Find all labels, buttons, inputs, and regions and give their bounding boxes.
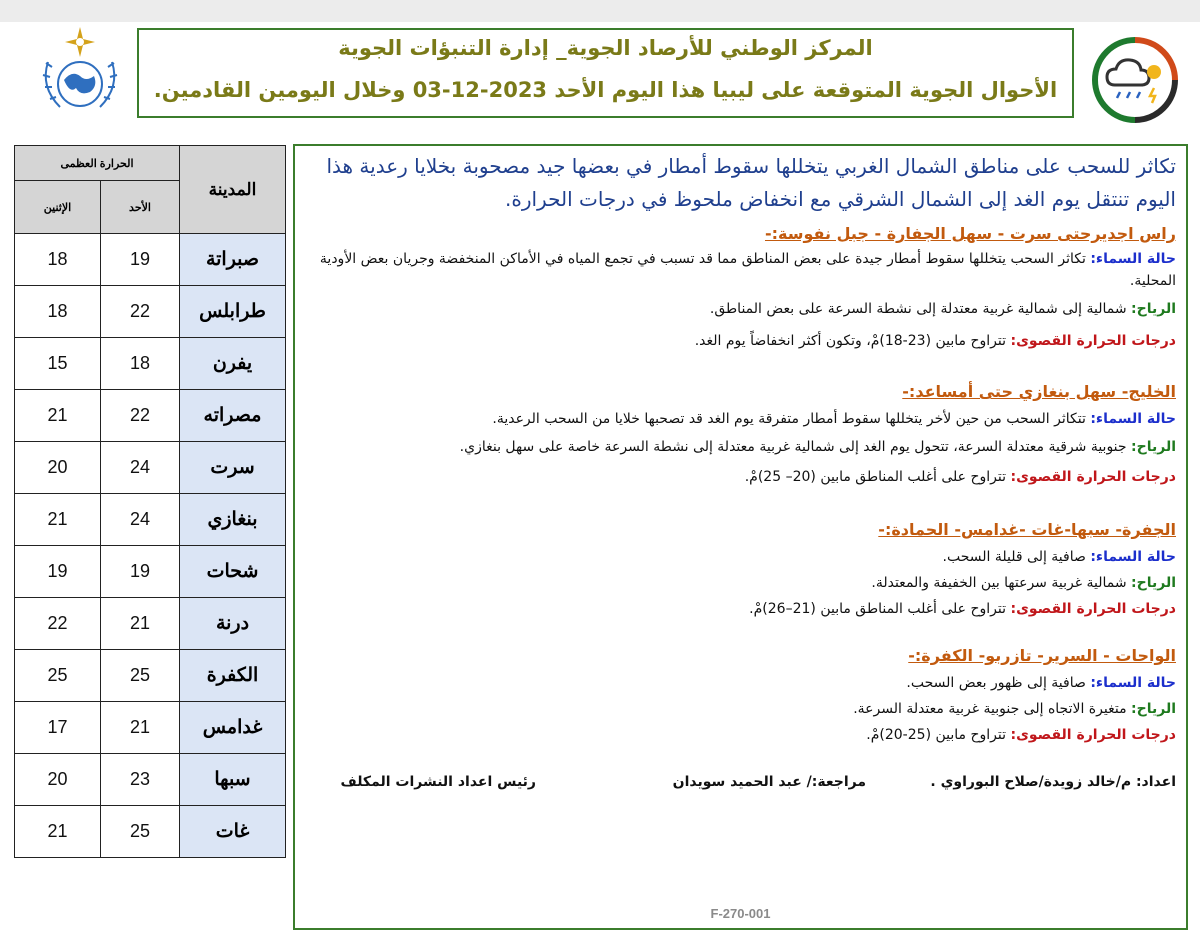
temp-label: درجات الحرارة القصوى:	[1010, 333, 1176, 349]
sunday-temp-cell: 24	[101, 494, 180, 546]
monday-temp-cell: 20	[15, 754, 101, 806]
header-subtitle: الأحوال الجوية المتوقعة على ليبيا هذا اليوم الأحد 2023-12-03 وخلال اليومين القادمين.	[153, 78, 1058, 102]
sunday-temp-cell: 23	[101, 754, 180, 806]
city-cell: سرت	[180, 442, 286, 494]
sky-label: حالة السماء:	[1090, 675, 1176, 691]
wind-label: الرياح:	[1131, 439, 1176, 455]
wind-label: الرياح:	[1131, 575, 1176, 591]
sunday-temp-cell: 19	[101, 546, 180, 598]
temp-text: تتراوح على أغلب المناطق مابين (21–26)مْ.	[749, 601, 1007, 617]
monday-temp-cell: 17	[15, 702, 101, 754]
monday-temp-cell: 21	[15, 390, 101, 442]
temp-text: تتراوح مابين (25-20)مْ.	[866, 727, 1007, 743]
city-cell: سبها	[180, 754, 286, 806]
city-cell: الكفرة	[180, 650, 286, 702]
city-cell: صبراتة	[180, 234, 286, 286]
sunday-temp-cell: 22	[101, 286, 180, 338]
sky-label: حالة السماء:	[1090, 549, 1176, 565]
sunday-temp-cell: 19	[101, 234, 180, 286]
sky-condition	[301, 408, 1176, 430]
monday-temp-cell: 15	[15, 338, 101, 390]
city-cell: مصراته	[180, 390, 286, 442]
sky-text: صافية إلى ظهور بعض السحب.	[906, 675, 1086, 691]
city-cell: شحات	[180, 546, 286, 598]
wind-condition	[301, 298, 1176, 320]
table-row	[15, 286, 286, 338]
monday-temp-cell: 18	[15, 286, 101, 338]
monday-temp-cell: 21	[15, 494, 101, 546]
wind-condition	[301, 698, 1176, 720]
table-row	[15, 598, 286, 650]
sky-condition	[301, 248, 1176, 292]
table-row	[15, 390, 286, 442]
wind-text: جنوبية شرقية معتدلة السرعة، تتحول يوم الغد إلى شمالية غربية معتدلة إلى نشطة السرعة خاصة على سهل بنغازي.	[459, 439, 1127, 455]
temp-label: درجات الحرارة القصوى:	[1010, 469, 1176, 485]
monday-temp-cell: 18	[15, 234, 101, 286]
monday-temp-cell: 22	[15, 598, 101, 650]
wind-label: الرياح:	[1131, 301, 1176, 317]
wind-text: شمالية غربية سرعتها بين الخفيفة والمعتدلة.	[871, 575, 1127, 591]
region-title: الواحات - السرير- تازربو- الكفرة:-	[908, 646, 1176, 665]
table-row	[15, 546, 286, 598]
table-row	[15, 702, 286, 754]
sunday-temp-cell: 25	[101, 806, 180, 858]
sky-text: تتكاثر السحب من حين لأخر يتخللها سقوط أمطار متفرقة يوم الغد قد تصحبها خلايا من السحب الرعدية.	[492, 411, 1086, 427]
temp-text: تتراوح مابين (23-18)مْ، وتكون أكثر انخفاضاً يوم الغد.	[694, 333, 1007, 349]
monday-temp-cell: 21	[15, 806, 101, 858]
monday-temp-cell: 25	[15, 650, 101, 702]
sunday-column-header: الأحد	[101, 181, 180, 234]
wind-condition	[301, 572, 1176, 594]
temp-label: درجات الحرارة القصوى:	[1010, 601, 1176, 617]
header-title: المركز الوطني للأرصاد الجوية_ إدارة التنبؤات الجوية	[338, 36, 873, 60]
monday-temp-cell: 19	[15, 546, 101, 598]
max-temp-condition	[301, 466, 1176, 488]
chief-title: رئيس اعداد النشرات المكلف	[340, 774, 536, 790]
max-temp-condition	[301, 724, 1176, 746]
header-box	[137, 28, 1074, 118]
forecast-panel	[293, 144, 1188, 930]
table-row	[15, 442, 286, 494]
wind-condition	[301, 436, 1176, 458]
wind-text: شمالية إلى شمالية غربية معتدلة إلى نشطة السرعة على بعض المناطق.	[709, 301, 1127, 317]
wmo-logo-icon	[30, 22, 130, 122]
reviewed-by: مراجعة:/ عبد الحميد سويدان	[672, 774, 866, 790]
sky-condition	[301, 546, 1176, 568]
sunday-temp-cell: 21	[101, 702, 180, 754]
sunday-temp-cell: 24	[101, 442, 180, 494]
city-cell: غدامس	[180, 702, 286, 754]
city-cell: طرابلس	[180, 286, 286, 338]
table-row	[15, 806, 286, 858]
region-title: راس اجديرحتى سرت - سهل الجفارة - جبل نفوسة:-	[764, 224, 1176, 243]
sunday-temp-cell: 22	[101, 390, 180, 442]
city-cell: يفرن	[180, 338, 286, 390]
top-bar	[0, 0, 1200, 22]
sky-label: حالة السماء:	[1090, 411, 1176, 427]
sky-text: تكاثر السحب يتخللها سقوط أمطار جيدة على بعض المناطق مما قد تسبب في تجمع المياه في الأماكن المنخفضة وجريان بعض الأودية المحلية.	[319, 251, 1176, 289]
prepared-by: اعداد: م/خالد زويدة/صلاح البوراوي .	[930, 774, 1176, 790]
meteorological-center-logo-icon	[1080, 30, 1190, 130]
sky-text: صافية إلى قليلة السحب.	[942, 549, 1086, 565]
forecast-intro: تكاثر للسحب على مناطق الشمال الغربي يتخللها سقوط أمطار في بعضها جيد مصحوبة بخلايا رعدية هذا اليوم تنتقل يوم الغد إلى الشمال الشرقي مع انخفاض ملحوظ في درجات الحرارة.	[326, 154, 1176, 211]
sunday-temp-cell: 25	[101, 650, 180, 702]
form-code: F-270-001	[710, 906, 771, 921]
max-temp-header: الحرارة العظمى	[15, 146, 180, 181]
table-row	[15, 650, 286, 702]
max-temp-condition	[301, 598, 1176, 620]
temp-label: درجات الحرارة القصوى:	[1010, 727, 1176, 743]
table-row	[15, 754, 286, 806]
city-cell: بنغازي	[180, 494, 286, 546]
sky-condition	[301, 672, 1176, 694]
wind-text: متغيرة الاتجاه إلى جنوبية غربية معتدلة السرعة.	[853, 701, 1127, 717]
wind-label: الرياح:	[1131, 701, 1176, 717]
city-column-header: المدينة	[180, 146, 286, 234]
table-row	[15, 234, 286, 286]
region-title: الجفرة- سبها-غات -غدامس- الحمادة:-	[878, 520, 1176, 539]
city-cell: غات	[180, 806, 286, 858]
temp-text: تتراوح على أغلب المناطق مابين (20– 25)مْ.	[744, 469, 1007, 485]
sunday-temp-cell: 18	[101, 338, 180, 390]
monday-temp-cell: 20	[15, 442, 101, 494]
max-temp-condition	[301, 330, 1176, 352]
table-row	[15, 494, 286, 546]
max-temperature-table	[14, 145, 286, 858]
monday-column-header: الإثنين	[15, 181, 101, 234]
city-cell: درنة	[180, 598, 286, 650]
sky-label: حالة السماء:	[1090, 251, 1176, 267]
table-row	[15, 338, 286, 390]
region-title: الخليج- سهل بنغازي حتى أمساعد:-	[902, 382, 1176, 401]
sunday-temp-cell: 21	[101, 598, 180, 650]
